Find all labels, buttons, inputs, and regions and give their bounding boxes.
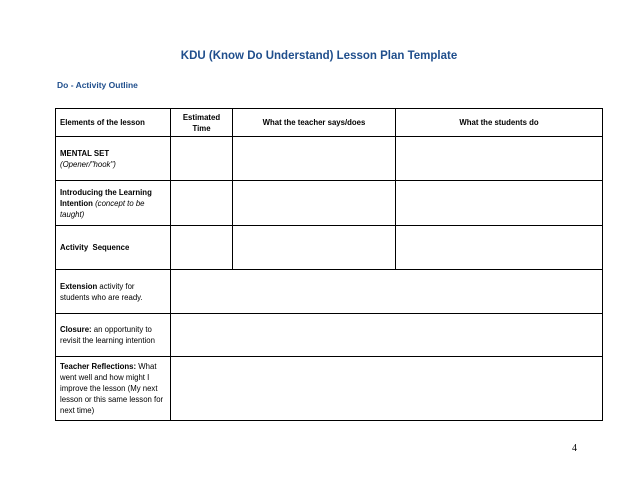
introducing-teacher-cell[interactable] xyxy=(233,181,396,226)
extension-note: activity for students who are ready. xyxy=(60,281,143,302)
introducing-label: Introducing the Learning Intention xyxy=(60,187,152,208)
row-label-reflections xyxy=(56,357,171,421)
reflections-label: Teacher Reflections: xyxy=(60,362,137,371)
page-title: KDU (Know Do Understand) Lesson Plan Template xyxy=(180,50,458,62)
table-row-closure xyxy=(56,314,603,357)
activity-time-cell[interactable] xyxy=(171,226,233,270)
extension-content-cell[interactable] xyxy=(171,270,603,314)
page-number: 4 xyxy=(572,443,577,454)
table-row-activity-sequence xyxy=(56,226,603,270)
closure-note: an opportunity to revisit the learning intention xyxy=(60,325,155,345)
mental-set-teacher-cell[interactable] xyxy=(233,137,396,181)
table-row-mental-set xyxy=(56,137,603,181)
activity-outline-table xyxy=(55,108,603,421)
table-header-row xyxy=(56,109,603,137)
table-row-extension xyxy=(56,270,603,314)
mental-set-students-cell[interactable] xyxy=(396,137,603,181)
mental-set-note: (Opener/"hook") xyxy=(60,159,116,169)
mental-set-label: MENTAL SET xyxy=(60,148,110,158)
introducing-time-cell[interactable] xyxy=(171,181,233,226)
closure-content-cell[interactable] xyxy=(171,314,603,357)
reflections-note: What went well and how might I improve the lesson (My next lesson or this same lesson for next time) xyxy=(60,362,164,415)
header-teacher: What the teacher says/does xyxy=(233,109,396,137)
activity-label: Activity Sequence xyxy=(60,243,130,252)
reflections-content-cell[interactable] xyxy=(171,357,603,421)
section-title: Do - Activity Outline xyxy=(57,80,138,90)
row-label-closure xyxy=(56,314,171,357)
row-label-introducing xyxy=(56,181,171,226)
row-label-activity xyxy=(56,226,171,270)
header-estimated-time: Estimated Time xyxy=(171,109,233,137)
introducing-students-cell[interactable] xyxy=(396,181,603,226)
table-row-reflections xyxy=(56,357,603,421)
table-row-introducing xyxy=(56,181,603,226)
row-label-extension xyxy=(56,270,171,314)
row-label-mental-set xyxy=(56,137,171,181)
activity-teacher-cell[interactable] xyxy=(233,226,396,270)
closure-label: Closure: xyxy=(60,325,92,334)
activity-students-cell[interactable] xyxy=(396,226,603,270)
mental-set-time-cell[interactable] xyxy=(171,137,233,181)
extension-label: Extension xyxy=(60,281,98,291)
header-students: What the students do xyxy=(396,109,603,137)
introducing-note: (concept to be taught) xyxy=(60,198,145,219)
header-elements: Elements of the lesson xyxy=(56,109,171,137)
